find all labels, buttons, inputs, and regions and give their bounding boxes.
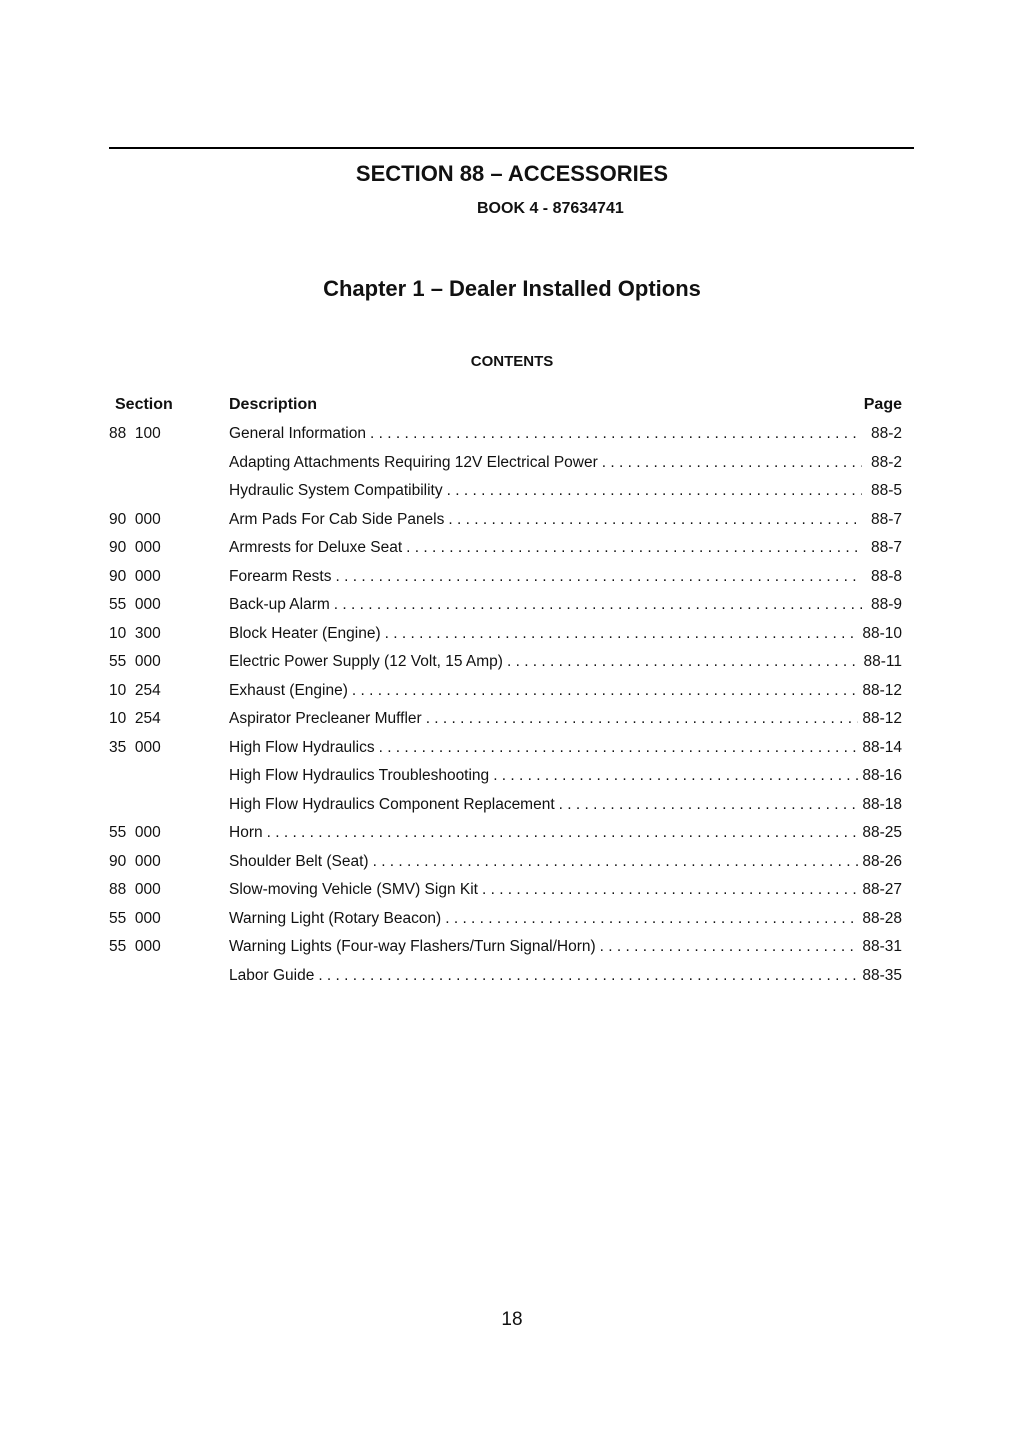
toc-entry [229, 767, 902, 785]
toc-description: Armrests for Deluxe Seat [229, 539, 403, 556]
toc-row [0, 905, 1024, 934]
toc-page: 88-12 [862, 710, 902, 727]
dot-leader [352, 682, 858, 700]
toc-row [0, 819, 1024, 848]
toc-entry [229, 710, 902, 728]
toc-row [0, 791, 1024, 820]
toc-section-code: 10 254 [109, 681, 161, 699]
toc-page: 88-7 [870, 539, 902, 556]
toc-page: 88-26 [862, 852, 902, 870]
toc-page: 88-7 [870, 510, 902, 528]
toc-row [0, 962, 1024, 991]
toc-row [0, 648, 1024, 677]
toc-page: 88-12 [862, 681, 902, 699]
toc-description: Horn [229, 824, 263, 841]
toc-description: High Flow Hydraulics [229, 738, 375, 756]
toc-page: 88-2 [870, 453, 902, 471]
toc-row [0, 933, 1024, 962]
toc-entry [229, 511, 902, 529]
toc-description: High Flow Hydraulics Troubleshooting [229, 767, 490, 784]
contents-table [0, 420, 1024, 990]
toc-description: Adapting Attachments Requiring 12V Electrical Power [229, 453, 598, 471]
toc-row [0, 677, 1024, 706]
toc-row [0, 420, 1024, 449]
toc-row [0, 477, 1024, 506]
column-header-page: Page [863, 396, 902, 413]
dot-leader [482, 881, 858, 899]
toc-entry [229, 910, 902, 928]
toc-page: 88-31 [862, 938, 902, 955]
toc-description: Warning Light (Rotary Beacon) [229, 909, 442, 927]
toc-entry [229, 853, 902, 871]
dot-leader [602, 454, 862, 472]
dot-leader [336, 568, 863, 586]
toc-section-code: 88 100 [109, 425, 161, 442]
toc-page: 88-18 [862, 795, 902, 813]
toc-entry [229, 967, 902, 985]
toc-row [0, 506, 1024, 535]
dot-leader [507, 653, 860, 671]
toc-section-code: 90 000 [109, 539, 161, 556]
toc-section-code: 55 000 [109, 909, 161, 927]
toc-page: 88-27 [862, 881, 902, 898]
toc-page: 88-14 [862, 738, 902, 756]
toc-entry [229, 824, 902, 842]
toc-entry [229, 881, 902, 899]
dot-leader [267, 824, 859, 842]
toc-entry [229, 454, 902, 472]
dot-leader [385, 625, 859, 643]
toc-row [0, 591, 1024, 620]
toc-row [0, 705, 1024, 734]
toc-section-code: 55 000 [109, 653, 161, 670]
toc-entry [229, 739, 902, 757]
toc-section-code: 55 000 [109, 824, 161, 841]
toc-description: Block Heater (Engine) [229, 624, 381, 642]
dot-leader [370, 425, 862, 443]
dot-leader [445, 910, 858, 928]
dot-leader [379, 739, 859, 757]
toc-description: Electric Power Supply (12 Volt, 15 Amp) [229, 653, 503, 670]
dot-leader [406, 539, 862, 557]
toc-entry [229, 539, 902, 557]
toc-entry [229, 938, 902, 956]
toc-page: 88-5 [870, 482, 902, 499]
toc-section-code: 90 000 [109, 852, 161, 870]
toc-description: Hydraulic System Compatibility [229, 482, 443, 499]
toc-page: 88-11 [863, 653, 902, 670]
column-header-description: Description [229, 396, 318, 413]
toc-section-code: 10 254 [109, 710, 161, 727]
toc-entry [229, 625, 902, 643]
column-header-section: Section [115, 396, 173, 413]
toc-description: Back-up Alarm [229, 596, 330, 613]
toc-section-code: 55 000 [109, 596, 161, 613]
toc-section-code: 90 000 [109, 510, 161, 528]
toc-page: 88-8 [870, 567, 902, 585]
toc-section-code: 90 000 [109, 567, 161, 585]
toc-row [0, 449, 1024, 478]
dot-leader [448, 511, 862, 529]
toc-section-code: 35 000 [109, 738, 161, 756]
toc-row [0, 620, 1024, 649]
toc-entry [229, 482, 902, 500]
dot-leader [600, 938, 859, 956]
toc-row [0, 848, 1024, 877]
page-number: 18 [501, 1309, 523, 1330]
toc-description: Aspirator Precleaner Muffler [229, 710, 422, 727]
dot-leader [426, 710, 859, 728]
toc-row [0, 762, 1024, 791]
toc-row [0, 563, 1024, 592]
chapter-title: Chapter 1 – Dealer Installed Options [323, 276, 701, 301]
dot-leader [334, 596, 862, 614]
toc-page: 88-25 [862, 824, 902, 841]
toc-description: Shoulder Belt (Seat) [229, 852, 369, 870]
toc-page: 88-9 [870, 596, 902, 613]
toc-row [0, 876, 1024, 905]
toc-page: 88-28 [862, 909, 902, 927]
toc-entry [229, 568, 902, 586]
toc-page: 88-2 [870, 425, 902, 442]
toc-description: Exhaust (Engine) [229, 681, 348, 699]
toc-description: Warning Lights (Four-way Flashers/Turn Signal/Horn) [229, 938, 596, 955]
toc-entry [229, 682, 902, 700]
toc-page: 88-10 [862, 624, 902, 642]
top-rule [109, 147, 914, 149]
dot-leader [318, 967, 858, 985]
toc-section-code: 10 300 [109, 624, 161, 642]
toc-entry [229, 653, 902, 671]
toc-entry [229, 796, 902, 814]
toc-page: 88-35 [862, 966, 902, 984]
dot-leader [447, 482, 862, 500]
toc-row [0, 534, 1024, 563]
dot-leader [373, 853, 859, 871]
dot-leader [493, 767, 858, 785]
toc-section-code: 88 000 [109, 881, 161, 898]
toc-description: Forearm Rests [229, 567, 332, 585]
contents-heading: CONTENTS [470, 353, 554, 370]
toc-page: 88-16 [862, 767, 902, 784]
toc-entry [229, 596, 902, 614]
toc-entry [229, 425, 902, 443]
dot-leader [559, 796, 859, 814]
toc-description: High Flow Hydraulics Component Replacement [229, 795, 555, 813]
section-title: SECTION 88 – ACCESSORIES [355, 161, 669, 186]
toc-description: Labor Guide [229, 966, 315, 984]
book-number: BOOK 4 - 87634741 [477, 200, 624, 217]
toc-description: General Information [229, 425, 366, 442]
toc-description: Slow-moving Vehicle (SMV) Sign Kit [229, 881, 478, 898]
toc-row [0, 734, 1024, 763]
toc-section-code: 55 000 [109, 938, 161, 955]
toc-description: Arm Pads For Cab Side Panels [229, 510, 445, 528]
